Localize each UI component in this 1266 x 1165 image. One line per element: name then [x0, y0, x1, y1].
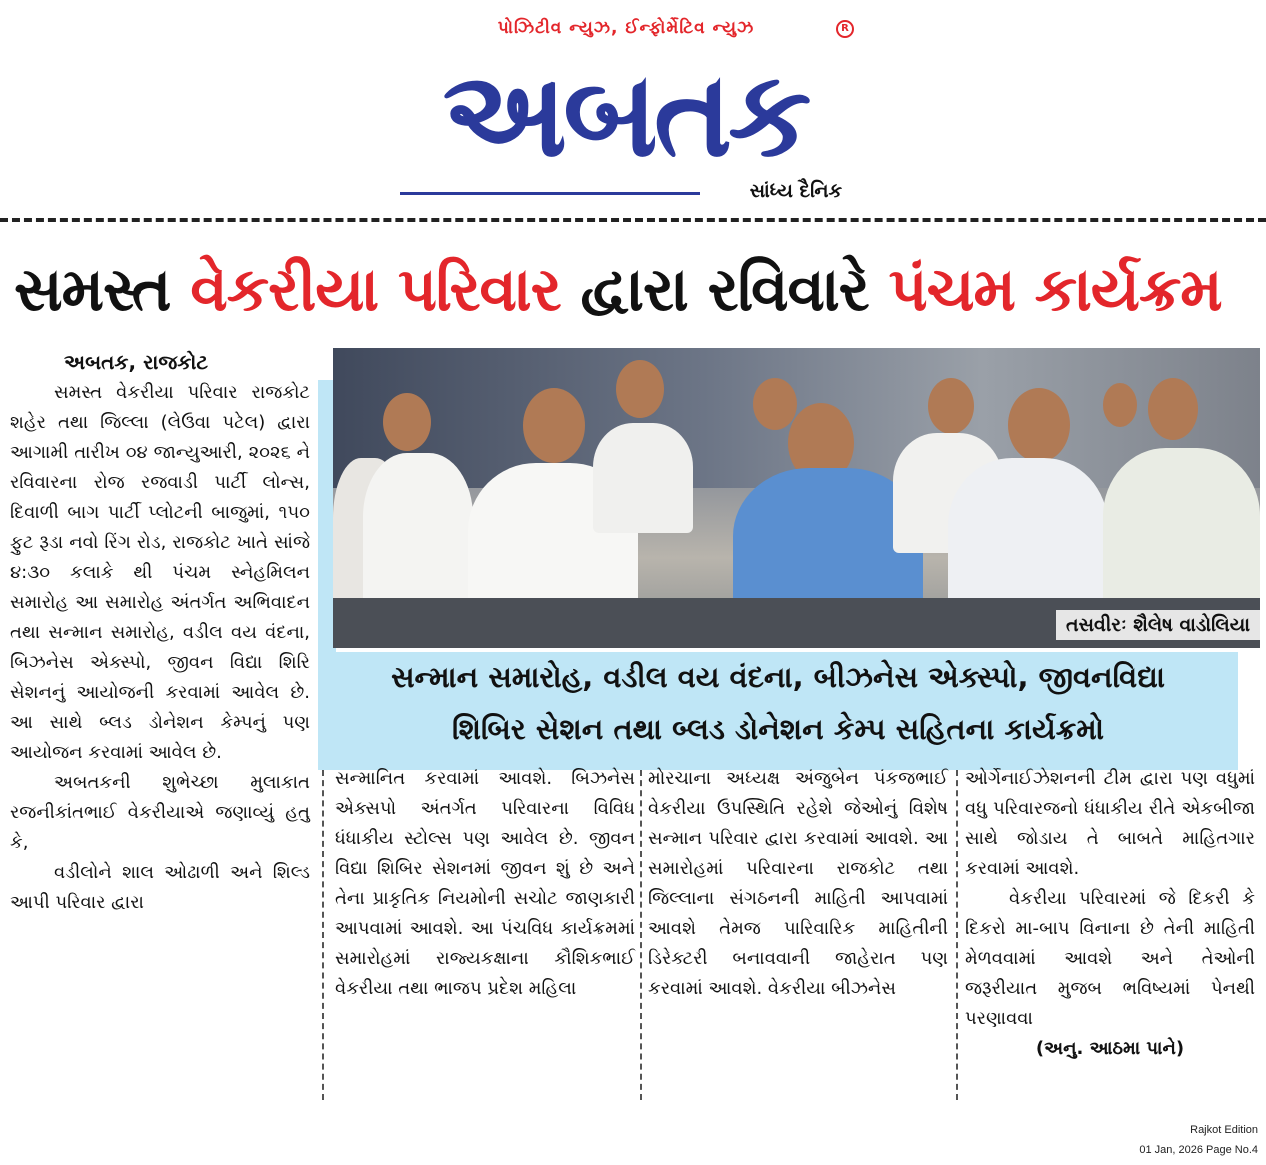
headline-part-4: પંચમ કાર્યક્રમ [888, 255, 1222, 325]
masthead-tagline: પોઝિટીવ ન્યુઝ, ઈન્ફોર્મેટિવ ન્યુઝ [497, 18, 755, 38]
column-3-paragraph: મોરચાના અધ્યક્ષ અંજુબેન પંકજભાઈ વેકરીયા ઉપસ્થિતિ રહેશે જેઓનું વિશેષ સન્માન પરિવાર દ્વારા કરવામાં આવશે. આ સમારોહમાં પરિવારના રાજકોટ તથા જિલ્લાના સંગઠનની માહિતી આપવામાં આવશે તેમજ પારિવારિક માહિતીની ડિરેક્ટરી બનાવવાની જાહેરાત પણ કરવામાં આવશે. વેકરીયા બીઝનેસ [648, 768, 948, 999]
photo-person-head [1148, 378, 1198, 440]
photo-person [1103, 448, 1260, 618]
registered-mark-icon: R [836, 20, 854, 38]
edition-info [1139, 1120, 1258, 1160]
article-column-2 [335, 764, 635, 1004]
photo-credit: તસવીરઃ શૈલેષ વાડોલિયા [1056, 610, 1260, 640]
masthead [400, 18, 860, 203]
photo-person-head [523, 388, 585, 463]
article-column-3 [648, 764, 948, 1004]
masthead-divider [400, 192, 700, 195]
article-photo [333, 348, 1260, 648]
dateline: અબતક, રાજકોટ [64, 350, 209, 374]
column-1-paragraph: વડીલોને શાલ ઓઢાળી અને શિલ્ડ આપી પરિવાર દ્વારા [10, 862, 310, 913]
edition-date-page: 01 Jan, 2026 Page No.4 [1139, 1144, 1258, 1156]
photo-person-head [383, 393, 431, 451]
article-subhead [318, 652, 1238, 770]
photo-person [363, 453, 473, 613]
column-4-paragraph: વેકરીયા પરિવારમાં જે દિકરી કે દિકરો મા-બાપ વિનાના છે તેની માહિતી મેળવવામાં આવશે અને તેઓની જરૂરીયાત મુજબ ભવિષ્યમાં પેનથી પરણાવવા [965, 888, 1255, 1029]
photo-person-head [1103, 383, 1137, 427]
column-2-paragraph: સન્માનિત કરવામાં આવશે. બિઝનેસ એક્સપો અંતર્ગત પરિવારના વિવિધ ધંધાકીય સ્ટોલ્સ પણ આવેલ છે. જીવન વિદ્યા શિબિર સેશનમાં જીવન શું છે અને તેના પ્રાકૃતિક નિયમોની સચોટ જાણકારી આપવામાં આવશે. આ પંચવિધ કાર્યક્રમમાં સમારોહમાં રાજ્યકક્ષાના કૌશિકભાઈ વેકરીયા તથા ભાજપ પ્રદેશ મહિલા [335, 768, 635, 999]
column-1-paragraph: સમસ્ત વેકરીયા પરિવાર રાજકોટ શહેર તથા જિલ્લા (લેઉવા પટેલ) દ્વારા આગામી તારીખ ૦૪ જાન્યુઆરી, ૨૦૨૬ ને રવિવારના રોજ રજવાડી પાર્ટી લોન્સ, દિવાળી બાગ પાર્ટી પ્લોટની બાજુમાં, ૧૫૦ ફુટ રૂડા નવો રિંગ રોડ, રાજકોટ ખાતે સાંજે ૪:૩૦ કલાકે થી પંચમ સ્નેહમિલન સમારોહ આ સમારોહ અંતર્ગત અભિવાદન તથા સન્માન સમારોહ, વડીલ વય વંદના, બિઝનેસ એક્સ્પો, જીવન વિદ્યા શિરિ સેશનનું આયોજની કરવામાં આવેલ છે. આ સાથે બ્લડ ડોનેશન કેમ્પનું પણ આયોજન કરવામાં આવેલ છે. [10, 382, 310, 763]
headline-part-2: વેકરીયા પરિવાર [190, 255, 561, 325]
subhead-line-2: શિબિર સેશન તથા બ્લડ ડોનેશન કેમ્પ સહિતના કાર્યક્રમો [452, 712, 1104, 746]
headline-part-3: દ્વારા રવિવારે [560, 255, 889, 325]
column-rule [322, 770, 324, 1100]
headline-part-1: સમસ્ત [14, 255, 191, 325]
article-column-1 [10, 378, 310, 918]
photo-person-head [616, 360, 664, 418]
continued-on-page-note: (અનુ. આઠમા પાને) [1035, 1038, 1185, 1059]
masthead-subtitle: સાંધ્ય દૈનિક [749, 180, 842, 202]
edition-name: Rajkot Edition [1190, 1124, 1258, 1136]
subhead-line-1: સન્માન સમારોહ, વડીલ વય વંદના, બીઝનેસ એક્સ્પો, જીવનવિદ્યા [391, 660, 1165, 694]
photo-person [593, 423, 693, 533]
newspaper-logo: અબતક [442, 45, 808, 183]
photo-person-head [753, 378, 797, 430]
column-rule [956, 770, 958, 1100]
photo-person-head [1008, 388, 1070, 462]
column-rule [640, 770, 642, 1100]
article-column-4 [965, 764, 1255, 1064]
photo-person-head [928, 378, 974, 434]
masthead-dashed-rule [0, 218, 1266, 222]
column-1-paragraph: અબતકની શુભેચ્છા મુલાકાત રજનીકાંતભાઈ વેકરીયાએ જણાવ્યું હતુ કે, [10, 772, 310, 853]
column-4-paragraph: ઓર્ગેનાઈઝેશનની ટીમ દ્વારા પણ વધુમાં વધુ પરિવારજનો ધંધાકીય રીતે એકબીજા સાથે જોડાય તે બાબતે માહિતગાર કરવામાં આવશે. [965, 768, 1255, 879]
article-headline [14, 240, 1254, 340]
